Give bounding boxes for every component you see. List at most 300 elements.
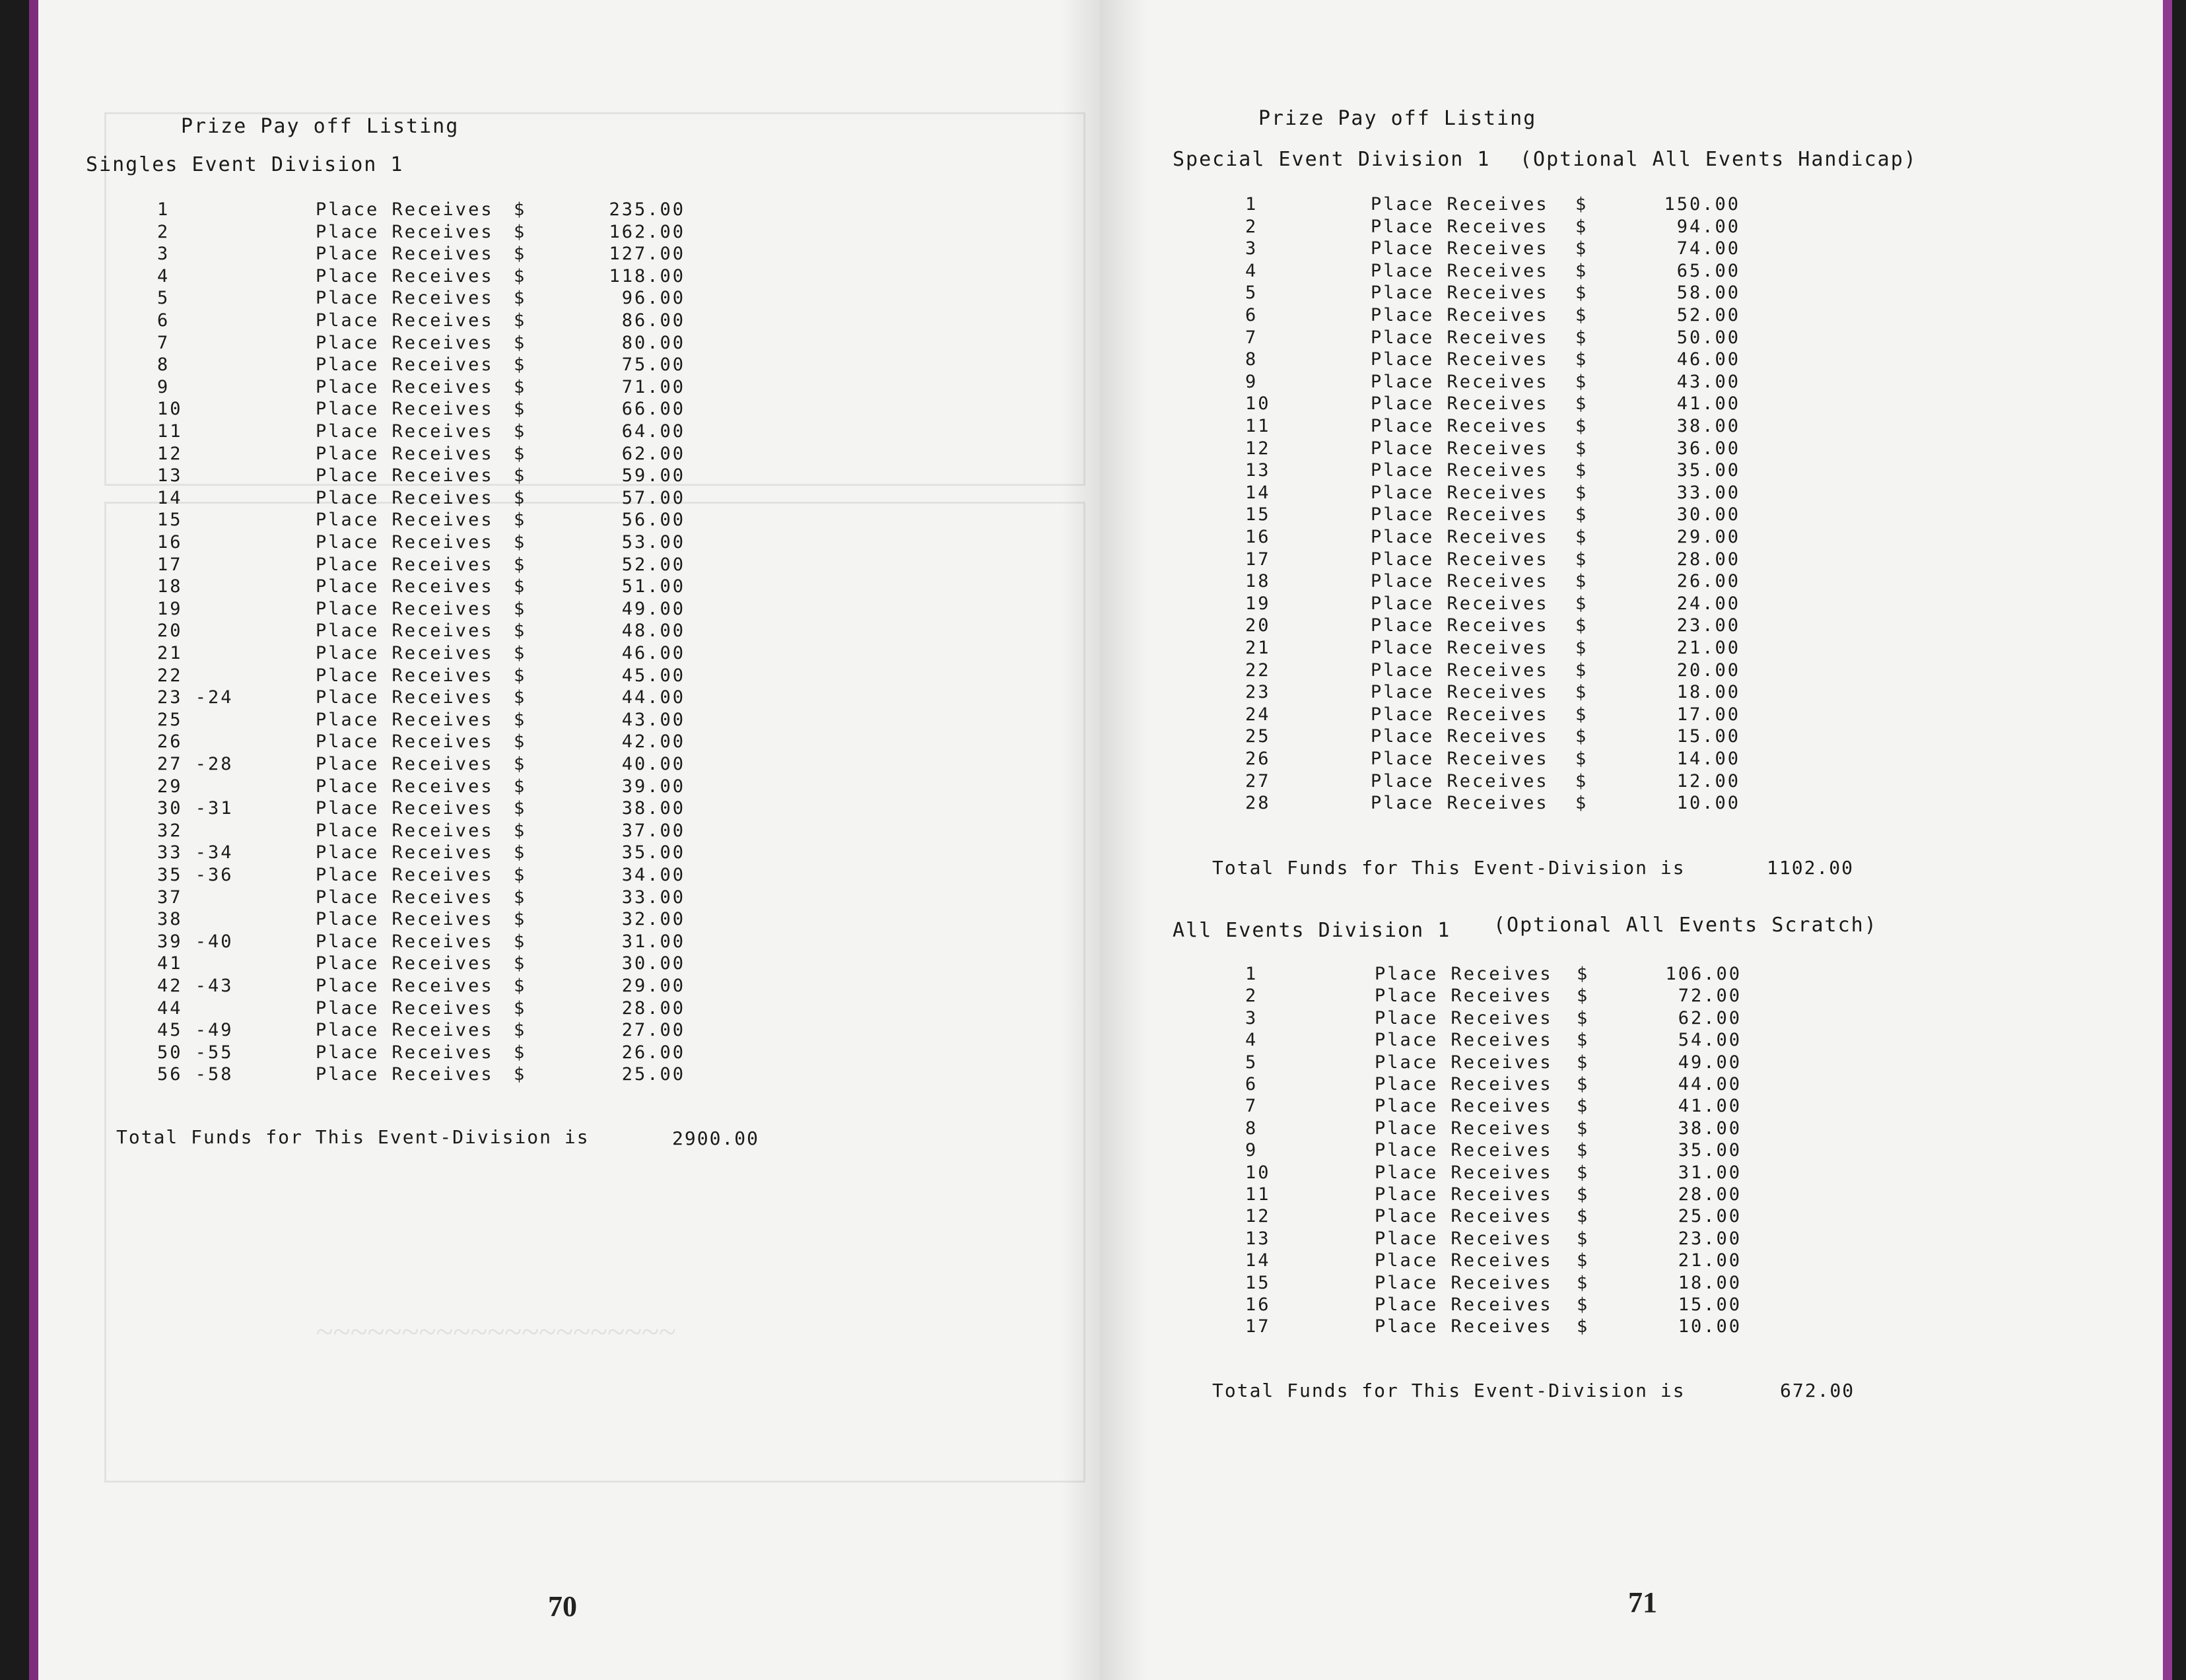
place-number: 17	[1245, 549, 1271, 570]
table-row	[1245, 1294, 1839, 1316]
prize-amount: 12.00	[1676, 770, 1740, 791]
place-number: 17	[157, 554, 183, 575]
prize-amount: 40.00	[621, 754, 685, 774]
place-number: 27	[1245, 770, 1271, 791]
place-label: Place Receives	[316, 199, 494, 220]
currency-symbol: $	[1575, 504, 1588, 525]
place-number: 22	[157, 665, 183, 686]
table-row	[157, 643, 751, 664]
place-label: Place Receives	[1371, 770, 1549, 791]
table-row	[1245, 305, 1839, 326]
currency-symbol: $	[1577, 1184, 1590, 1205]
currency-symbol: $	[514, 643, 527, 663]
prize-amount: 28.00	[1678, 1184, 1742, 1205]
table-row	[1245, 638, 1839, 659]
place-number: 16	[1245, 1294, 1271, 1315]
table-row	[1245, 194, 1839, 215]
currency-symbol: $	[514, 1042, 527, 1063]
currency-symbol: $	[1575, 571, 1588, 592]
place-number: 12	[157, 443, 183, 464]
prize-amount: 21.00	[1676, 638, 1740, 658]
place-number: 42 -43	[157, 976, 234, 996]
place-number: 28	[1245, 793, 1271, 814]
table-row	[1245, 217, 1839, 238]
page-gutter-shadow	[1100, 0, 1146, 1680]
all-events-note: (Optional All Events Scratch)	[1493, 914, 1878, 937]
currency-symbol: $	[514, 598, 527, 619]
currency-symbol: $	[1575, 682, 1588, 703]
place-number: 3	[157, 244, 170, 265]
currency-symbol: $	[514, 532, 527, 553]
place-label: Place Receives	[1375, 1316, 1553, 1337]
currency-symbol: $	[1575, 460, 1588, 481]
place-number: 21	[157, 643, 183, 663]
currency-symbol: $	[1575, 371, 1588, 392]
place-number: 16	[157, 532, 183, 553]
place-label: Place Receives	[316, 443, 494, 464]
place-label: Place Receives	[1371, 571, 1549, 592]
currency-symbol: $	[514, 842, 527, 863]
currency-symbol: $	[514, 621, 527, 642]
place-number: 4	[1245, 1030, 1258, 1051]
prize-amount: 36.00	[1676, 438, 1740, 459]
table-row	[1245, 483, 1839, 504]
place-number: 14	[157, 487, 183, 508]
place-label: Place Receives	[316, 754, 494, 774]
currency-symbol: $	[514, 1020, 527, 1041]
place-label: Place Receives	[316, 221, 494, 242]
place-label: Place Receives	[1371, 638, 1549, 658]
place-number: 17	[1245, 1316, 1271, 1337]
currency-symbol: $	[1577, 1052, 1590, 1073]
prize-amount: 53.00	[621, 532, 685, 553]
place-number: 18	[157, 576, 183, 597]
prize-amount: 38.00	[1676, 416, 1740, 436]
place-label: Place Receives	[1371, 305, 1549, 325]
place-number: 19	[157, 598, 183, 619]
table-row	[1245, 986, 1839, 1007]
place-label: Place Receives	[1375, 964, 1553, 984]
place-label: Place Receives	[316, 776, 494, 797]
prize-amount: 38.00	[621, 798, 685, 819]
prize-amount: 127.00	[609, 244, 685, 265]
currency-symbol: $	[1575, 593, 1588, 614]
currency-symbol: $	[514, 776, 527, 797]
prize-amount: 37.00	[621, 820, 685, 841]
place-label: Place Receives	[1375, 1140, 1553, 1161]
place-number: 27 -28	[157, 754, 234, 774]
place-label: Place Receives	[316, 510, 494, 531]
all-events-total-label: Total Funds for This Event-Division is	[1212, 1380, 1686, 1401]
prize-amount: 29.00	[621, 976, 685, 996]
prize-amount: 46.00	[621, 643, 685, 663]
currency-symbol: $	[514, 1064, 527, 1085]
table-row	[157, 599, 751, 620]
prize-amount: 57.00	[621, 487, 685, 508]
table-row	[1245, 261, 1839, 282]
prize-amount: 14.00	[1676, 749, 1740, 769]
place-number: 39 -40	[157, 931, 234, 952]
place-label: Place Receives	[316, 997, 494, 1019]
prize-amount: 64.00	[621, 421, 685, 442]
prize-amount: 18.00	[1678, 1272, 1742, 1293]
currency-symbol: $	[1577, 1316, 1590, 1337]
table-row	[157, 266, 751, 287]
prize-amount: 35.00	[1676, 460, 1740, 481]
place-number: 20	[157, 621, 183, 642]
prize-amount: 23.00	[1676, 615, 1740, 636]
special-total-amount: 1102.00	[1767, 857, 1855, 879]
prize-amount: 26.00	[621, 1042, 685, 1063]
place-label: Place Receives	[1371, 593, 1549, 614]
place-label: Place Receives	[316, 399, 494, 420]
currency-symbol: $	[1577, 1162, 1590, 1183]
prize-amount: 45.00	[621, 665, 685, 686]
special-total-label: Total Funds for This Event-Division is	[1212, 857, 1686, 879]
currency-symbol: $	[1577, 1096, 1590, 1117]
prize-amount: 44.00	[621, 687, 685, 708]
table-row	[1245, 1052, 1839, 1073]
currency-symbol: $	[1575, 704, 1588, 725]
prize-amount: 80.00	[621, 332, 685, 353]
table-row	[1245, 1140, 1839, 1161]
place-label: Place Receives	[1375, 1162, 1553, 1183]
place-label: Place Receives	[1371, 527, 1549, 547]
currency-symbol: $	[1575, 216, 1588, 237]
place-label: Place Receives	[1371, 704, 1549, 725]
place-number: 33 -34	[157, 842, 234, 863]
place-label: Place Receives	[1375, 1272, 1553, 1293]
table-row	[157, 1042, 751, 1063]
currency-symbol: $	[1575, 793, 1588, 814]
table-row	[157, 953, 751, 974]
prize-amount: 33.00	[1676, 482, 1740, 503]
place-number: 5	[1245, 283, 1258, 304]
currency-symbol: $	[514, 798, 527, 819]
place-number: 13	[157, 465, 183, 487]
place-number: 41	[157, 953, 183, 974]
table-row	[157, 665, 751, 687]
currency-symbol: $	[514, 288, 527, 309]
currency-symbol: $	[514, 576, 527, 597]
place-number: 8	[1245, 1118, 1258, 1139]
right-page	[1100, 0, 2172, 1680]
currency-symbol: $	[514, 265, 527, 286]
table-row	[157, 731, 751, 753]
prize-amount: 28.00	[621, 997, 685, 1019]
place-number: 15	[157, 510, 183, 531]
table-row	[157, 444, 751, 465]
place-label: Place Receives	[1371, 482, 1549, 503]
prize-amount: 86.00	[621, 310, 685, 331]
table-row	[157, 710, 751, 731]
place-label: Place Receives	[1375, 1052, 1553, 1073]
prize-amount: 150.00	[1664, 194, 1740, 215]
table-row	[1245, 1074, 1839, 1095]
currency-symbol: $	[514, 931, 527, 952]
place-label: Place Receives	[1375, 986, 1553, 1007]
page-title: Prize Pay off Listing	[1258, 107, 1537, 130]
currency-symbol: $	[514, 887, 527, 908]
table-row	[157, 865, 751, 886]
table-row	[1245, 1118, 1839, 1139]
currency-symbol: $	[1575, 260, 1588, 281]
place-label: Place Receives	[316, 687, 494, 708]
place-number: 26	[157, 731, 183, 753]
place-label: Place Receives	[1371, 416, 1549, 436]
prize-amount: 31.00	[1678, 1162, 1742, 1183]
currency-symbol: $	[1577, 1074, 1590, 1094]
table-row	[157, 510, 751, 531]
prize-amount: 44.00	[1678, 1074, 1742, 1094]
currency-symbol: $	[1577, 986, 1590, 1007]
prize-amount: 49.00	[621, 598, 685, 619]
place-label: Place Receives	[1371, 393, 1549, 415]
currency-symbol: $	[514, 510, 527, 531]
table-row	[1245, 660, 1839, 681]
place-number: 26	[1245, 749, 1271, 769]
prize-amount: 38.00	[1678, 1118, 1742, 1139]
prize-amount: 71.00	[621, 376, 685, 397]
prize-amount: 62.00	[621, 443, 685, 464]
currency-symbol: $	[514, 354, 527, 376]
place-label: Place Receives	[316, 709, 494, 730]
table-row	[1245, 793, 1839, 814]
place-label: Place Receives	[1371, 327, 1549, 348]
place-label: Place Receives	[1375, 1096, 1553, 1117]
table-row	[157, 1064, 751, 1085]
place-label: Place Receives	[316, 598, 494, 619]
place-number: 45 -49	[157, 1020, 234, 1041]
place-label: Place Receives	[1371, 659, 1549, 681]
table-row	[1245, 1250, 1839, 1271]
place-label: Place Receives	[1375, 1007, 1553, 1028]
prize-amount: 66.00	[621, 399, 685, 420]
place-number: 15	[1245, 1272, 1271, 1293]
table-row	[1245, 571, 1839, 592]
place-label: Place Receives	[1371, 682, 1549, 703]
table-row	[157, 465, 751, 487]
place-number: 9	[1245, 371, 1258, 392]
currency-symbol: $	[514, 376, 527, 397]
currency-symbol: $	[514, 865, 527, 885]
place-label: Place Receives	[1375, 1030, 1553, 1051]
place-number: 18	[1245, 571, 1271, 592]
table-row	[157, 399, 751, 420]
place-number: 25	[157, 709, 183, 730]
table-row	[157, 976, 751, 997]
place-number: 9	[157, 376, 170, 397]
prize-amount: 50.00	[1676, 327, 1740, 348]
place-label: Place Receives	[316, 465, 494, 487]
prize-amount: 27.00	[621, 1020, 685, 1041]
prize-amount: 10.00	[1676, 793, 1740, 814]
place-label: Place Receives	[316, 310, 494, 331]
table-row	[157, 798, 751, 819]
prize-amount: 58.00	[1676, 283, 1740, 304]
currency-symbol: $	[514, 709, 527, 730]
currency-symbol: $	[514, 421, 527, 442]
table-row	[1245, 704, 1839, 725]
place-number: 7	[1245, 327, 1258, 348]
place-number: 24	[1245, 704, 1271, 725]
place-label: Place Receives	[316, 1064, 494, 1085]
prize-amount: 75.00	[621, 354, 685, 376]
table-row	[1245, 527, 1839, 548]
total-funds-label: Total Funds for This Event-Division is	[116, 1126, 590, 1148]
place-label: Place Receives	[1371, 194, 1549, 215]
prize-amount: 39.00	[621, 776, 685, 797]
place-label: Place Receives	[316, 1042, 494, 1063]
event-title: Singles Event Division 1	[86, 153, 404, 176]
prize-amount: 43.00	[1676, 371, 1740, 392]
page-number: 71	[1628, 1586, 1657, 1619]
prize-amount: 43.00	[621, 709, 685, 730]
place-number: 15	[1245, 504, 1271, 525]
currency-symbol: $	[514, 665, 527, 686]
place-number: 9	[1245, 1140, 1258, 1161]
prize-amount: 46.00	[1676, 349, 1740, 370]
place-number: 25	[1245, 726, 1271, 747]
table-row	[1245, 283, 1839, 304]
table-row	[1245, 593, 1839, 615]
place-label: Place Receives	[1375, 1206, 1553, 1227]
place-label: Place Receives	[316, 865, 494, 885]
place-number: 38	[157, 909, 183, 930]
currency-symbol: $	[514, 487, 527, 508]
table-row	[1245, 460, 1839, 481]
prize-amount: 21.00	[1678, 1250, 1742, 1271]
currency-symbol: $	[1575, 527, 1588, 547]
currency-symbol: $	[1575, 305, 1588, 325]
table-row	[1245, 771, 1839, 792]
special-event-note: (Optional All Events Handicap)	[1520, 148, 1917, 171]
currency-symbol: $	[514, 820, 527, 841]
place-number: 21	[1245, 638, 1271, 658]
prize-amount: 23.00	[1678, 1228, 1742, 1249]
place-number: 5	[1245, 1052, 1258, 1073]
currency-symbol: $	[1575, 194, 1588, 215]
table-row	[157, 931, 751, 953]
currency-symbol: $	[1575, 549, 1588, 570]
table-row	[1245, 1008, 1839, 1029]
place-number: 7	[157, 332, 170, 353]
table-row	[157, 288, 751, 309]
place-label: Place Receives	[1371, 504, 1549, 525]
prize-amount: 235.00	[609, 199, 685, 220]
place-number: 3	[1245, 238, 1258, 259]
place-number: 44	[157, 997, 183, 1019]
place-label: Place Receives	[1375, 1074, 1553, 1094]
currency-symbol: $	[1577, 1030, 1590, 1051]
currency-symbol: $	[1577, 1294, 1590, 1315]
place-label: Place Receives	[316, 798, 494, 819]
currency-symbol: $	[514, 997, 527, 1019]
place-number: 11	[157, 421, 183, 442]
currency-symbol: $	[514, 687, 527, 708]
place-label: Place Receives	[316, 842, 494, 863]
prize-amount: 10.00	[1678, 1316, 1742, 1337]
prize-amount: 32.00	[621, 909, 685, 930]
place-number: 56 -58	[157, 1064, 234, 1085]
prize-amount: 51.00	[621, 576, 685, 597]
prize-amount: 20.00	[1676, 659, 1740, 681]
currency-symbol: $	[514, 221, 527, 242]
prize-amount: 15.00	[1678, 1294, 1742, 1315]
bleed-through-text: ~~~~~~~~~~~~~~~~~~~~~	[316, 1314, 676, 1349]
currency-symbol: $	[514, 310, 527, 331]
place-label: Place Receives	[316, 621, 494, 642]
currency-symbol: $	[1577, 1250, 1590, 1271]
table-row	[157, 1020, 751, 1041]
prize-amount: 41.00	[1678, 1096, 1742, 1117]
table-row	[1245, 1316, 1839, 1337]
place-number: 14	[1245, 1250, 1271, 1271]
place-number: 16	[1245, 527, 1271, 547]
prize-amount: 35.00	[621, 842, 685, 863]
currency-symbol: $	[514, 332, 527, 353]
prize-amount: 52.00	[621, 554, 685, 575]
table-row	[157, 687, 751, 708]
place-number: 6	[157, 310, 170, 331]
place-number: 11	[1245, 416, 1271, 436]
place-label: Place Receives	[1375, 1228, 1553, 1249]
currency-symbol: $	[514, 399, 527, 420]
currency-symbol: $	[514, 953, 527, 974]
prize-amount: 118.00	[609, 265, 685, 286]
table-row	[157, 421, 751, 442]
table-row	[1245, 349, 1839, 370]
currency-symbol: $	[1575, 726, 1588, 747]
currency-symbol: $	[1575, 416, 1588, 436]
place-label: Place Receives	[316, 1020, 494, 1041]
prize-amount: 28.00	[1676, 549, 1740, 570]
place-label: Place Receives	[1371, 726, 1549, 747]
place-label: Place Receives	[316, 288, 494, 309]
currency-symbol: $	[514, 731, 527, 753]
table-row	[1245, 438, 1839, 459]
table-row	[1245, 964, 1839, 985]
table-row	[1245, 1228, 1839, 1250]
place-label: Place Receives	[316, 532, 494, 553]
place-number: 23 -24	[157, 687, 234, 708]
table-row	[1245, 1184, 1839, 1205]
place-number: 6	[1245, 1074, 1258, 1094]
place-label: Place Receives	[316, 421, 494, 442]
table-row	[157, 244, 751, 265]
currency-symbol: $	[1575, 438, 1588, 459]
table-row	[1245, 238, 1839, 259]
place-number: 12	[1245, 438, 1271, 459]
table-row	[157, 909, 751, 930]
currency-symbol: $	[1575, 638, 1588, 658]
place-number: 19	[1245, 593, 1271, 614]
table-row	[157, 998, 751, 1019]
place-label: Place Receives	[316, 576, 494, 597]
place-number: 22	[1245, 659, 1271, 681]
prize-amount: 15.00	[1676, 726, 1740, 747]
total-funds-amount: 2900.00	[672, 1127, 760, 1149]
table-row	[157, 222, 751, 243]
currency-symbol: $	[1575, 349, 1588, 370]
prize-amount: 59.00	[621, 465, 685, 487]
place-number: 32	[157, 820, 183, 841]
prize-amount: 33.00	[621, 887, 685, 908]
place-label: Place Receives	[1371, 260, 1549, 281]
place-number: 8	[157, 354, 170, 376]
prize-amount: 25.00	[1678, 1206, 1742, 1227]
place-label: Place Receives	[1375, 1184, 1553, 1205]
